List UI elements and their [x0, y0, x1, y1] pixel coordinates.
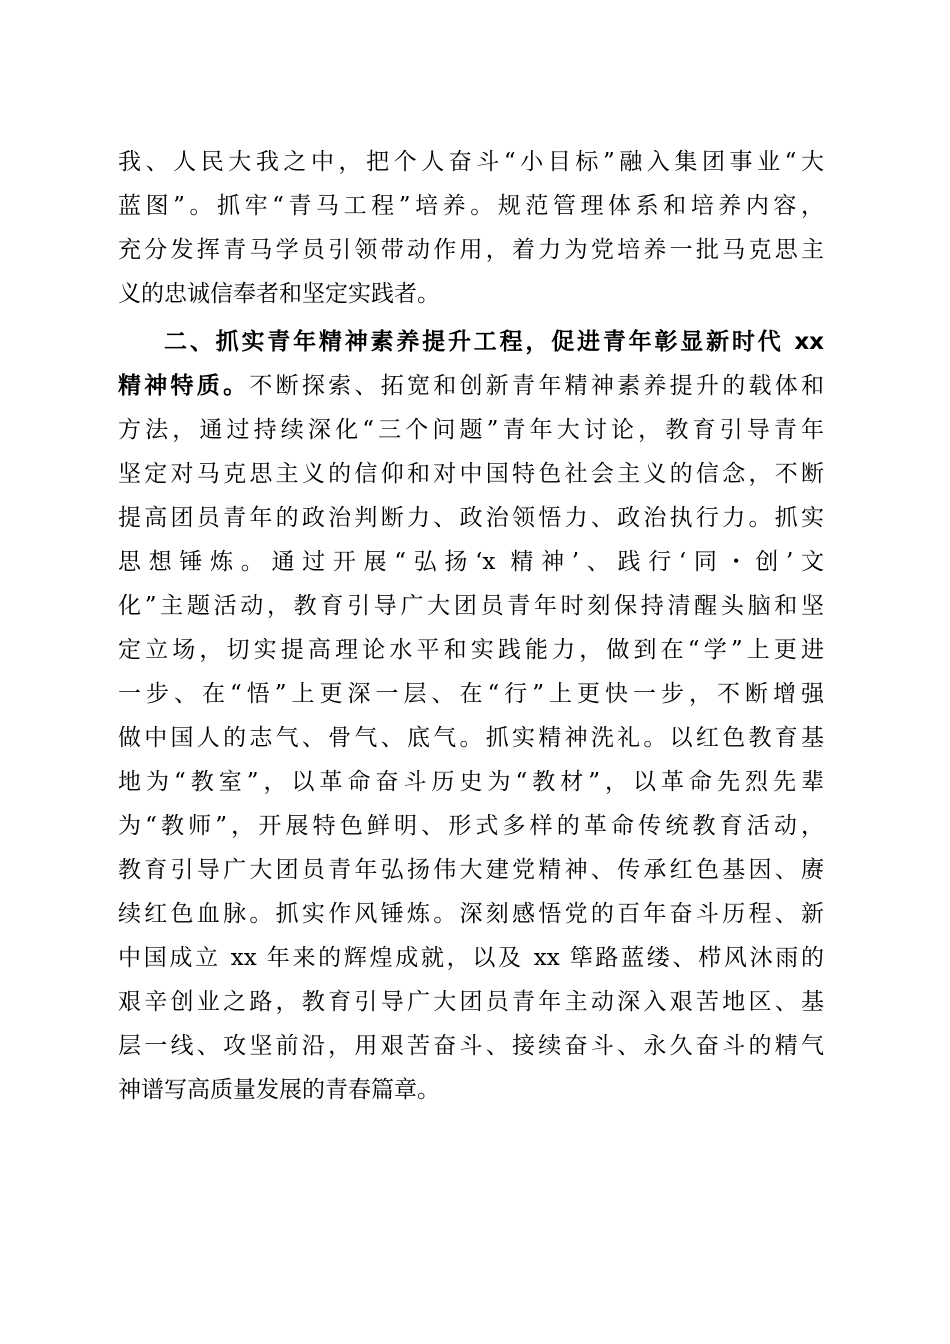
text-line: 一步、在“悟”上更深一层、在“行”上更快一步，不断增强 — [118, 681, 824, 707]
text-line: 中国成立 xx 年来的辉煌成就，以及 xx 筚路蓝缕、栉风沐雨的 — [118, 945, 824, 971]
section-heading-tail: 精神特质。 — [118, 373, 250, 399]
text-line: 为“教师”，开展特色鲜明、形式多样的革命传统教育活动， — [118, 813, 824, 839]
text-line: 艰辛创业之路，教育引导广大团员青年主动深入艰苦地区、基 — [118, 989, 824, 1015]
section-heading: 二、抓实青年精神素养提升工程，促进青年彰显新时代 xx — [164, 329, 824, 355]
text-line: 义的忠诚信奉者和坚定实践者。 — [118, 281, 440, 307]
text-line: 提高团员青年的政治判断力、政治领悟力、政治执行力。抓实 — [118, 505, 824, 531]
text-line: 充分发挥青马学员引领带动作用，着力为党培养一批马克思主 — [118, 237, 824, 263]
text-line — [118, 366, 824, 406]
text-line: 坚定对马克思主义的信仰和对中国特色社会主义的信念，不断 — [118, 461, 824, 487]
text-line: 思想锤炼。通过开展“弘扬‘x 精神’、践行‘同・创’文 — [118, 549, 824, 575]
text-line: 教育引导广大团员青年弘扬伟大建党精神、传承红色基因、赓 — [118, 857, 824, 883]
text-line: 蓝图”。抓牢“青马工程”培养。规范管理体系和培养内容， — [118, 193, 824, 219]
text-span: 不断探索、拓宽和创新青年精神素养提升的载体和 — [249, 373, 825, 399]
text-line: 神谱写高质量发展的青春篇章。 — [118, 1077, 440, 1103]
text-line: 层一线、攻坚前沿，用艰苦奋斗、接续奋斗、永久奋斗的精气 — [118, 1033, 824, 1059]
text-line: 方法，通过持续深化“三个问题”青年大讨论，教育引导青年 — [118, 417, 824, 443]
text-line: 续红色血脉。抓实作风锤炼。深刻感悟党的百年奋斗历程、新 — [118, 901, 824, 927]
text-line: 定立场，切实提高理论水平和实践能力，做到在“学”上更进 — [118, 637, 824, 663]
text-line: 我、人民大我之中，把个人奋斗“小目标”融入集团事业“大 — [118, 149, 824, 175]
text-line: 地为“教室”，以革命奋斗历史为“教材”，以革命先烈先辈 — [118, 769, 824, 795]
text-line: 化”主题活动，教育引导广大团员青年时刻保持清醒头脑和坚 — [118, 593, 824, 619]
text-line: 做中国人的志气、骨气、底气。抓实精神洗礼。以红色教育基 — [118, 725, 824, 751]
